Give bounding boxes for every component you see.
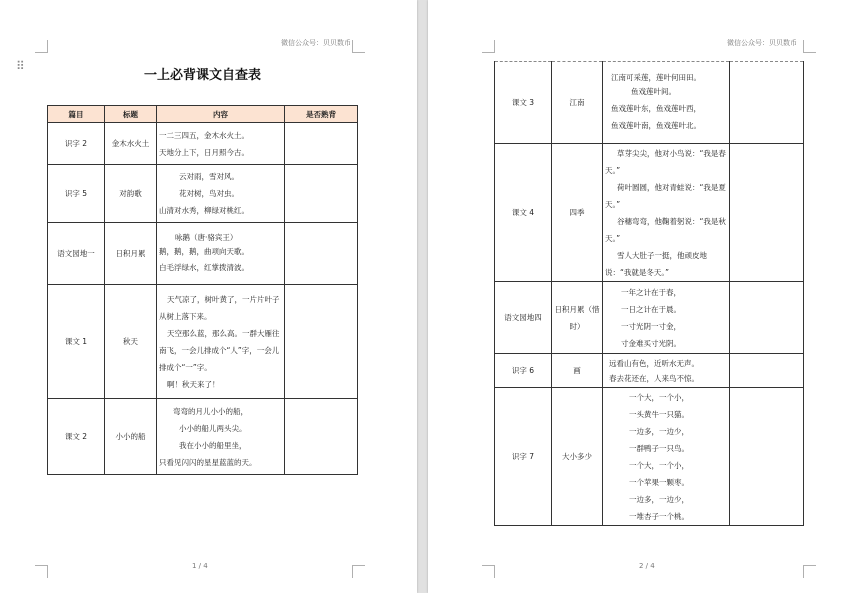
content-line: 一个大，一个小， <box>629 460 689 470</box>
header-title: 标题 <box>105 106 157 123</box>
header-pian: 篇目 <box>48 106 105 123</box>
content-line: 我在小小的船里坐， <box>179 440 247 450</box>
cell-done[interactable] <box>285 165 358 223</box>
document-page-1 <box>0 0 417 593</box>
cell-done[interactable] <box>730 354 804 388</box>
cell-done[interactable] <box>730 388 804 526</box>
content-line: 一年之计在于春， <box>621 287 681 297</box>
margin-corner-bottom-left <box>482 565 495 578</box>
content-line: 天地分上下，日月照今古。 <box>159 147 249 157</box>
cell-pian: 识字 6 <box>495 354 552 388</box>
content-line: 谷穗弯弯，他鞠着躬说：“我是秋天。” <box>605 216 726 243</box>
cell-content <box>157 223 285 285</box>
content-line: 小小的船儿两头尖。 <box>179 423 247 433</box>
page-gap <box>417 0 428 593</box>
header-content: 内容 <box>157 106 285 123</box>
content-line: 只看见闪闪的星星蓝蓝的天。 <box>159 457 257 467</box>
table-row <box>495 144 804 282</box>
self-check-table-continued <box>494 61 804 526</box>
cell-content <box>157 285 285 399</box>
cell-title: 江南 <box>552 62 603 144</box>
content-line: 江南可采莲，莲叶何田田。 <box>611 72 701 82</box>
margin-corner-top-right <box>352 40 365 53</box>
content-line: 一寸光阴一寸金， <box>621 321 681 331</box>
cell-done[interactable] <box>285 285 358 399</box>
cell-pian: 课文 4 <box>495 144 552 282</box>
margin-corner-bottom-right <box>803 565 816 578</box>
content-line: 山清对水秀，柳绿对桃红。 <box>159 206 249 215</box>
cell-pian: 识字 7 <box>495 388 552 526</box>
table-row <box>495 354 804 388</box>
cell-content <box>603 144 730 282</box>
content-line: 云对雨，雪对风。 <box>179 172 239 181</box>
cell-done[interactable] <box>285 399 358 475</box>
table-row <box>48 223 358 285</box>
cell-title: 对韵歌 <box>105 165 157 223</box>
table-row <box>48 123 358 165</box>
content-line: 鹅，鹅，鹅，曲项向天歌。 <box>159 247 249 256</box>
content-line: 寸金难买寸光阴。 <box>621 338 681 348</box>
drag-handle-icon[interactable]: ⠿ <box>16 59 26 73</box>
cell-done[interactable] <box>730 144 804 282</box>
cell-done[interactable] <box>730 282 804 354</box>
cell-pian: 课文 1 <box>48 285 105 399</box>
cell-pian: 识字 2 <box>48 123 105 165</box>
cell-pian: 识字 5 <box>48 165 105 223</box>
cell-content <box>603 354 730 388</box>
margin-corner-bottom-right <box>352 565 365 578</box>
cell-pian: 语文园地一 <box>48 223 105 285</box>
cell-content <box>603 388 730 526</box>
content-line: 一堆杏子一个桃。 <box>629 511 689 521</box>
table-row <box>48 165 358 223</box>
cell-title: 日积月累（惜时） <box>552 282 603 354</box>
header-done: 是否熟背 <box>285 106 358 123</box>
page-number: 2 / 4 <box>639 562 655 570</box>
content-line: 一日之计在于晨。 <box>621 304 681 314</box>
margin-corner-top-right <box>803 40 816 53</box>
cell-content <box>157 123 285 165</box>
cell-pian: 课文 2 <box>48 399 105 475</box>
cell-title: 四季 <box>552 144 603 282</box>
table-row <box>495 62 804 144</box>
cell-content <box>157 165 285 223</box>
cell-done[interactable] <box>730 62 804 144</box>
content-line: 草芽尖尖，他对小鸟说：“我是春天。” <box>605 148 726 175</box>
content-line: 荷叶圆圆，他对青蛙说：“我是夏天。” <box>605 182 726 209</box>
margin-corner-top-left <box>35 40 48 53</box>
table-header-row <box>48 106 358 123</box>
cell-content <box>157 399 285 475</box>
content-line: 鱼戏莲叶间。 <box>631 86 676 96</box>
content-line: 一边多，一边少， <box>629 494 689 504</box>
cell-title: 小小的船 <box>105 399 157 475</box>
table-row <box>495 388 804 526</box>
cell-content <box>603 282 730 354</box>
self-check-table <box>47 105 358 475</box>
cell-title: 画 <box>552 354 603 388</box>
content-line: 春去花还在，人来鸟不惊。 <box>609 373 699 383</box>
content-line: 一个大，一个小， <box>629 392 689 402</box>
content-line: 远看山有色，近听水无声。 <box>609 358 699 368</box>
content-line: 白毛浮绿水，红掌拨清波。 <box>159 263 249 272</box>
content-line: 一群鸭子一只鸟。 <box>629 443 689 453</box>
cell-title: 大小多少 <box>552 388 603 526</box>
page-number: 1 / 4 <box>192 562 208 570</box>
content-line: 一头黄牛一只猫。 <box>629 409 689 419</box>
document-title: 一上必背课文自查表 <box>143 68 261 83</box>
content-line: 弯弯的月儿小小的船， <box>173 406 248 416</box>
table-row <box>495 282 804 354</box>
table-row <box>48 285 358 399</box>
cell-title: 金木水火土 <box>105 123 157 165</box>
cell-content <box>603 62 730 144</box>
cell-pian: 课文 3 <box>495 62 552 144</box>
content-line: 一二三四五，金木水火土。 <box>159 130 249 140</box>
margin-corner-bottom-left <box>35 565 48 578</box>
content-line: 鱼戏莲叶东，鱼戏莲叶西， <box>611 103 701 113</box>
table-row <box>48 399 358 475</box>
content-line: 咏鹅（唐·骆宾王） <box>175 233 238 242</box>
content-line: 花对树，鸟对虫。 <box>179 189 239 198</box>
cell-pian: 语文园地四 <box>495 282 552 354</box>
cell-done[interactable] <box>285 223 358 285</box>
content-line: 啊！秋天来了！ <box>167 379 220 389</box>
content-line: 天气凉了，树叶黄了，一片片叶子从树上落下来。 <box>159 294 280 321</box>
content-line: 一个苹果一颗枣。 <box>629 477 689 487</box>
cell-title: 日积月累 <box>105 223 157 285</box>
content-line: 天空那么蓝，那么高。一群大雁往南飞，一会儿排成个“人”字，一会儿排成个“一”字。 <box>159 328 280 372</box>
cell-done[interactable] <box>285 123 358 165</box>
content-line: 一边多，一边少， <box>629 426 689 436</box>
content-line: 雪人大肚子一挺，他顽皮地说：“我就是冬天。” <box>605 250 707 277</box>
margin-corner-top-left <box>482 40 495 53</box>
page-header: 微信公众号：贝贝数币 <box>727 39 797 47</box>
content-line: 鱼戏莲叶南，鱼戏莲叶北。 <box>611 120 701 130</box>
cell-title: 秋天 <box>105 285 157 399</box>
page-header: 微信公众号：贝贝数币 <box>281 39 351 47</box>
